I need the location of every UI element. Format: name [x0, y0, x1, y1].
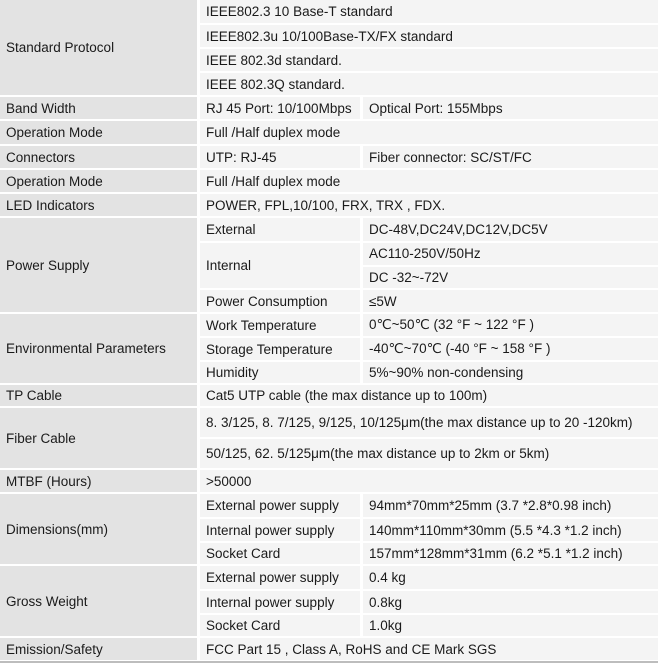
- row-label: MTBF (Hours): [0, 470, 197, 492]
- sub-value: 1.0kg: [363, 615, 658, 636]
- value-cell: POWER, FPL,10/100, FRX, TRX , FDX.: [200, 194, 658, 216]
- row-label: Gross Weight: [0, 566, 197, 636]
- sub-label: External power supply: [200, 494, 360, 517]
- value-right: Optical Port: 155Mbps: [363, 97, 658, 119]
- sub-value: 0.8kg: [363, 591, 658, 613]
- value-line: IEEE802.3u 10/100Base-TX/FX standard: [200, 25, 658, 47]
- sub-label: Socket Card: [200, 543, 360, 564]
- sub-label: Internal power supply: [200, 591, 360, 613]
- row-label: Connectors: [0, 146, 197, 168]
- value-cell: FCC Part 15 , Class A, RoHS and CE Mark SGS: [200, 638, 658, 660]
- sub-value: 0℃~50℃ (32 °F ~ 122 °F ): [363, 314, 658, 336]
- value-cell: Cat5 UTP cable (the max distance up to 100m): [200, 385, 658, 406]
- table-bottom-rule: [0, 661, 658, 663]
- value-line: IEEE 802.3Q standard.: [200, 73, 658, 95]
- value-left: RJ 45 Port: 10/100Mbps: [200, 97, 360, 119]
- row-label: Environmental Parameters: [0, 314, 197, 383]
- row-label: Operation Mode: [0, 170, 197, 192]
- sub-value: 140mm*110mm*30mm (5.5 *4.3 *1.2 inch): [363, 519, 658, 541]
- value-cell: Full /Half duplex mode: [200, 121, 658, 144]
- sub-value: -40℃~70℃ (-40 °F ~ 158 °F ): [363, 338, 658, 360]
- sub-label: Socket Card: [200, 615, 360, 636]
- row-label: Standard Protocol: [0, 0, 197, 95]
- row-label: LED Indicators: [0, 194, 197, 216]
- sub-label: Power Consumption: [200, 290, 360, 312]
- sub-value: ≤5W: [363, 290, 658, 312]
- value-cell: Full /Half duplex mode: [200, 170, 658, 192]
- sub-value: 157mm*128mm*31mm (6.2 *5.1 *1.2 inch): [363, 543, 658, 564]
- value-left: UTP: RJ-45: [200, 146, 360, 168]
- sub-label: Humidity: [200, 362, 360, 383]
- value-line: 50/125, 62. 5/125μm(the max distance up to 2km or 5km): [200, 439, 658, 468]
- sub-label: Storage Temperature: [200, 338, 360, 360]
- value-line: IEEE 802.3d standard.: [200, 49, 658, 71]
- sub-value: 94mm*70mm*25mm (3.7 *2.8*0.98 inch): [363, 494, 658, 517]
- value-right: Fiber connector: SC/ST/FC: [363, 146, 658, 168]
- sub-label: Internal power supply: [200, 519, 360, 541]
- row-label: Emission/Safety: [0, 638, 197, 660]
- value-line: IEEE802.3 10 Base-T standard: [200, 0, 658, 23]
- sub-value: AC110-250V/50Hz: [363, 243, 658, 265]
- sub-value: 5%~90% non-condensing: [363, 362, 658, 383]
- row-label: Fiber Cable: [0, 408, 197, 468]
- value-line: 8. 3/125, 8. 7/125, 9/125, 10/125μm(the max distance up to 20 -120km): [200, 408, 658, 437]
- sub-label: External power supply: [200, 566, 360, 589]
- sub-label: External: [200, 218, 360, 241]
- sub-label: Internal: [200, 243, 360, 288]
- row-label: Operation Mode: [0, 121, 197, 144]
- row-label: Dimensions(mm): [0, 494, 197, 564]
- sub-label: Work Temperature: [200, 314, 360, 336]
- row-label: Power Supply: [0, 218, 197, 312]
- row-label: TP Cable: [0, 385, 197, 406]
- value-cell: >50000: [200, 470, 658, 492]
- row-label: Band Width: [0, 97, 197, 119]
- sub-value: DC-48V,DC24V,DC12V,DC5V: [363, 218, 658, 241]
- sub-value: 0.4 kg: [363, 566, 658, 589]
- sub-value: DC -32~-72V: [363, 267, 658, 289]
